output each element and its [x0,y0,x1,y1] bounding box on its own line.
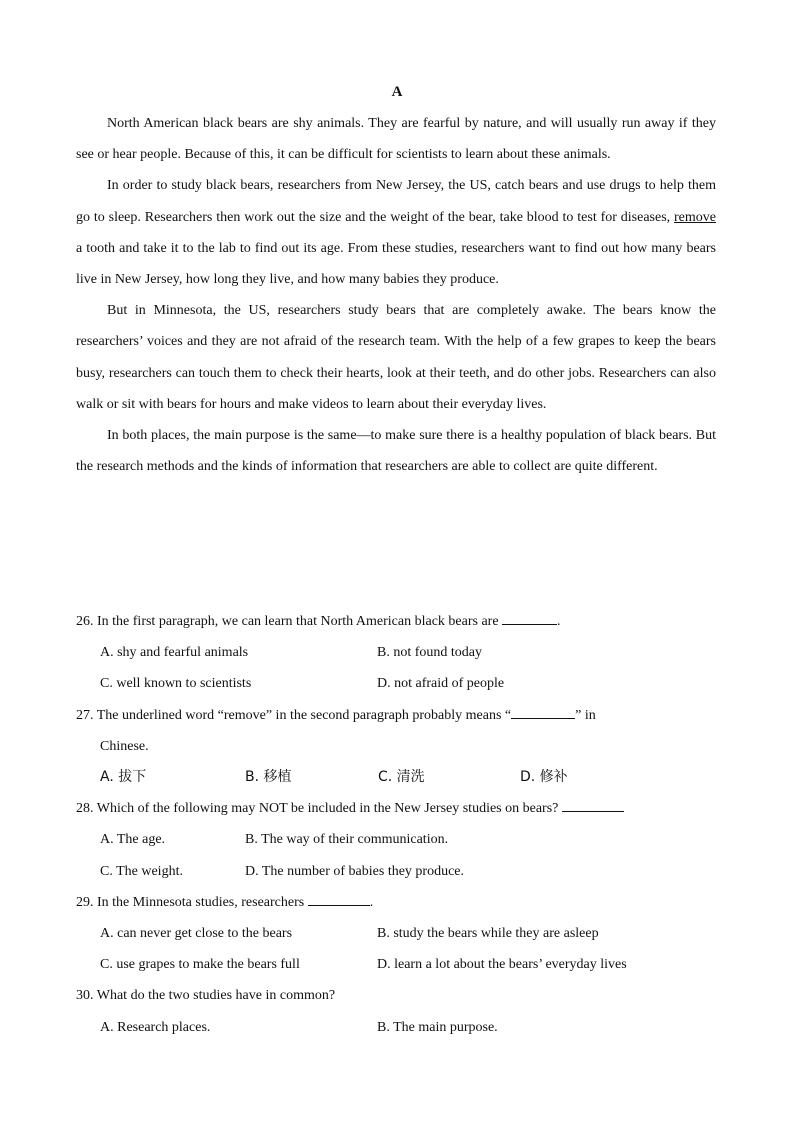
option-d[interactable]: D. learn a lot about the bears’ everyday lives [377,957,627,973]
answer-blank[interactable] [502,610,557,625]
option-c[interactable]: C. 清洗 [378,768,425,785]
answer-blank[interactable] [562,797,624,812]
option-b[interactable]: B. study the bears while they are asleep [377,925,599,941]
question-list [76,606,736,1043]
question-stem: 27. The underlined word “remove” in the second paragraph probably means “ ” in [76,700,736,731]
option-d[interactable]: D. The number of babies they produce. [245,863,465,879]
question-stem: 28. Which of the following may NOT be included in the New Jersey studies on bears? [76,793,736,824]
paragraph-2: In order to study black bears, researchers from New Jersey, the US, catch bears and use drugs to help them go to sleep. Researchers then work out the size and the weight of the bear, take blood to test for diseases, remove a tooth and take it to the lab to find out its age. From these studies, researchers want to find out how many bears live in New Jersey, how long they live, and how many babies they produce. [76,178,716,288]
option-d[interactable]: D. not afraid of people [377,676,505,692]
question-stem: 30. What do the two studies have in common? [76,988,336,1004]
paragraph-1: North American black bears are shy animals. They are fearful by nature, and will usually run away if they see or hear people. Because of this, it can be difficult for scientists to learn about these animals. [76,116,716,163]
paragraph-4: In both places, the main purpose is the same—to make sure there is a healthy population of black bears. But the research methods and the kinds of information that researchers are able to collect are quite different. [76,428,716,475]
question-30 [76,980,736,1042]
option-b[interactable]: B. 移植 [245,768,292,785]
question-29 [76,887,736,981]
option-c[interactable]: C. well known to scientists [100,676,252,692]
option-a[interactable]: A. Research places. [100,1019,211,1035]
answer-blank[interactable] [308,891,370,906]
question-27 [76,700,736,794]
option-d[interactable]: D. 修补 [520,768,568,785]
question-stem: 29. In the Minnesota studies, researchers . [76,887,736,918]
answer-blank[interactable] [511,704,575,719]
option-b[interactable]: B. The way of their communication. [245,832,449,848]
option-c[interactable]: C. The weight. [100,863,183,879]
option-a[interactable]: A. can never get close to the bears [100,925,293,941]
option-a[interactable]: A. The age. [100,832,166,848]
option-b[interactable]: B. not found today [377,645,482,661]
passage-title: A [391,84,403,100]
question-stem-continued: Chinese. [100,738,149,754]
question-stem: 26. In the first paragraph, we can learn that North American black bears are . [76,606,736,637]
underlined-word-remove: remove [674,209,716,225]
question-26 [76,606,736,700]
paragraph-3: But in Minnesota, the US, researchers study bears that are completely awake. The bears know the researchers’ voices and they are not afraid of the research team. With the help of a few grapes to keep the bears busy, researchers can touch them to check their hearts, look at their teeth, and do other jobs. Researchers can also walk or sit with bears for hours and make videos to learn about their everyday lives. [76,303,716,412]
option-b[interactable]: B. The main purpose. [377,1019,498,1035]
option-a[interactable]: A. shy and fearful animals [100,645,249,661]
question-28 [76,793,736,887]
option-c[interactable]: C. use grapes to make the bears full [100,957,300,973]
option-a[interactable]: A. 拔下 [100,768,147,785]
reading-passage [76,108,716,482]
